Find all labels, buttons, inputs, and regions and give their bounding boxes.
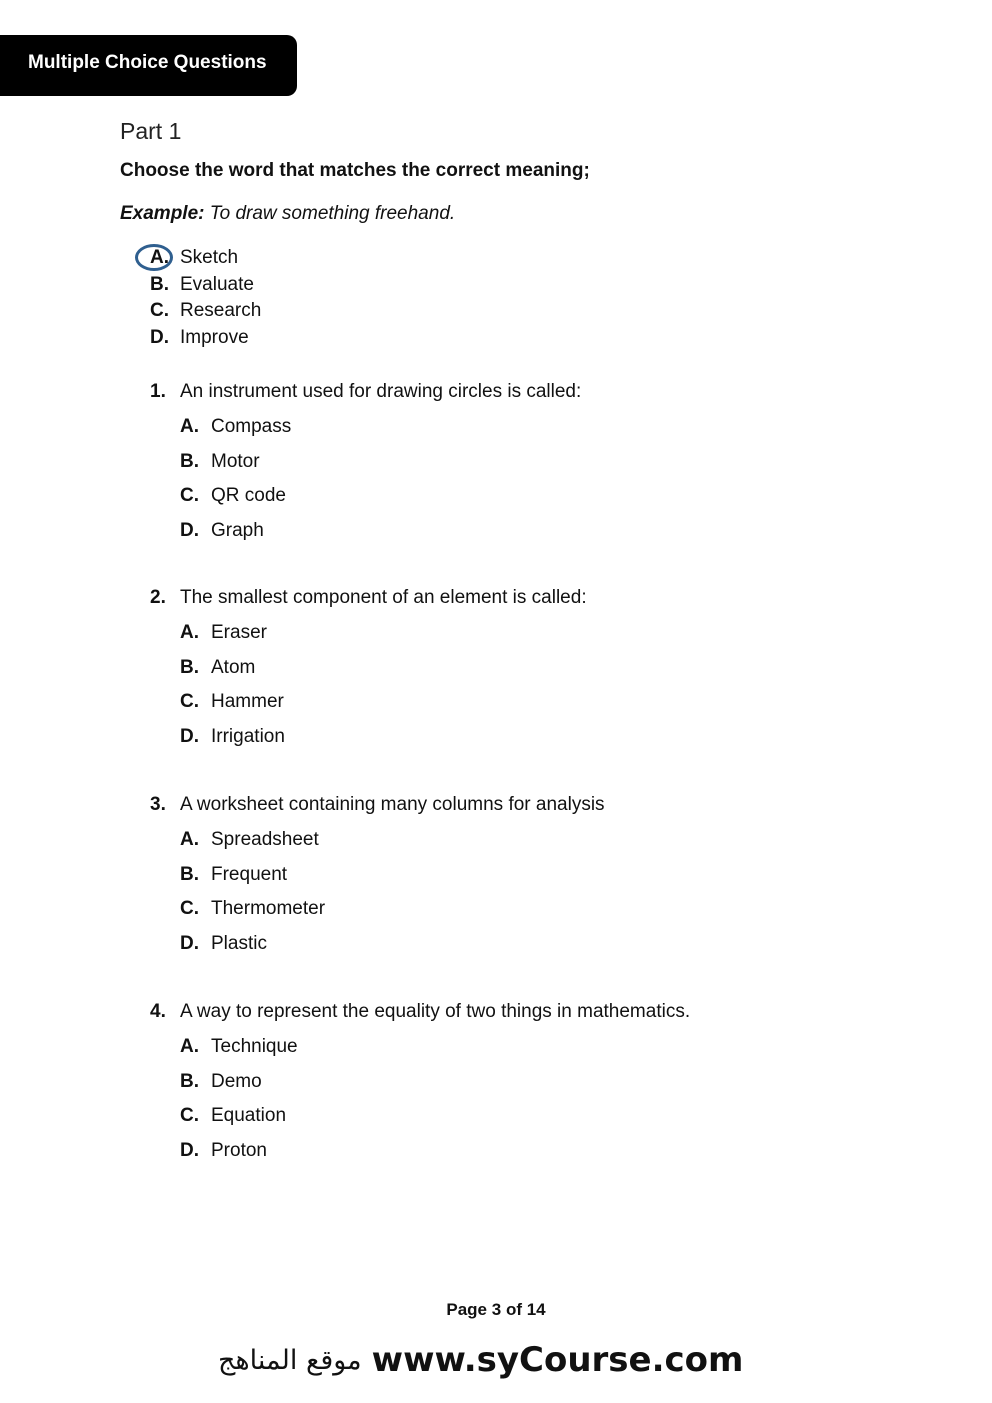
option-letter: A. [180,622,199,643]
example-option[interactable] [150,245,261,272]
example-options [150,245,261,352]
part-title: Part 1 [120,118,182,144]
question-number: 4. [150,1001,166,1022]
answer-option[interactable] [180,514,581,549]
option-text: Motor [211,450,260,472]
option-letter: A. [180,416,199,437]
question-text: The smallest component of an element is called: [180,587,587,608]
question-number: 3. [150,794,166,815]
page-current: 3 [491,1300,502,1319]
option-text: QR code [211,485,286,507]
option-letter: A. [150,247,169,268]
answer-option[interactable] [180,651,587,686]
option-letter: C. [180,898,199,920]
option-text: Demo [211,1070,262,1092]
question-text: An instrument used for drawing circles is called: [180,381,582,402]
option-text: Graph [211,519,264,541]
option-letter: B. [180,450,199,472]
option-text: Evaluate [180,273,254,295]
option-text: Atom [211,656,256,678]
option-letter: C. [180,691,199,713]
option-letter: B. [180,656,199,678]
option-letter: D. [180,519,199,541]
option-text: Technique [211,1036,298,1057]
example-option[interactable] [150,325,261,352]
option-letter: A. [180,1036,199,1057]
answer-option[interactable] [180,616,587,651]
option-letter: D. [180,932,199,954]
option-letter: C. [180,1105,199,1127]
page-of: of [505,1300,522,1319]
site-watermark [218,1340,778,1390]
option-letter: C. [180,485,199,507]
answer-option[interactable] [180,1099,690,1134]
option-text: Frequent [211,863,288,885]
example [120,203,455,225]
option-letter: D. [150,327,169,349]
question-3 [150,793,605,961]
option-text: Improve [180,327,249,349]
answer-option[interactable] [180,479,581,514]
answer-option[interactable] [180,1065,690,1100]
answer-option[interactable] [180,1030,690,1065]
option-text: Eraser [211,622,267,643]
option-letter: B. [180,1070,199,1092]
option-text: Irrigation [211,725,285,747]
answer-option[interactable] [180,1134,690,1169]
answer-option[interactable] [180,823,605,858]
page-total: 14 [526,1300,546,1319]
answer-option[interactable] [180,410,581,445]
option-text: Thermometer [211,898,326,920]
answer-option[interactable] [180,445,581,480]
option-text: Research [180,300,262,322]
option-text: Proton [211,1139,267,1161]
answer-option[interactable] [180,892,605,927]
section-banner: Multiple Choice Questions [0,35,297,96]
option-letter: B. [150,273,169,295]
example-text: To draw something freehand. [209,203,456,224]
question-2 [150,586,587,754]
question-stem [150,793,605,817]
option-letter: B. [180,863,199,885]
answer-option[interactable] [180,720,587,755]
option-letter: D. [180,725,199,747]
example-option[interactable] [150,298,261,325]
answer-option[interactable] [180,927,605,962]
question-4 [150,1000,690,1168]
answer-option[interactable] [180,685,587,720]
question-text: A worksheet containing many columns for analysis [180,794,605,815]
option-text: Equation [211,1105,287,1127]
option-letter: A. [180,829,199,850]
option-text: Compass [211,416,292,437]
option-text: Sketch [180,247,239,268]
option-letter: C. [150,300,169,322]
example-option[interactable] [150,272,261,299]
question-number: 2. [150,587,166,608]
question-text: A way to represent the equality of two things in mathematics. [180,1001,691,1022]
page-label: Page [446,1300,487,1319]
question-stem [150,1000,690,1024]
page-number [0,1300,992,1320]
option-letter: D. [180,1139,199,1161]
option-text: Spreadsheet [211,829,319,850]
instruction-text: Choose the word that matches the correct meaning; [120,160,590,181]
watermark-url: www.syCourse.com [371,1340,744,1380]
example-label: Example: [120,203,205,224]
option-text: Plastic [211,932,267,954]
question-1 [150,380,581,548]
question-stem [150,586,587,610]
watermark-arabic: موقع المناهج [218,1344,362,1376]
option-text: Hammer [211,691,284,713]
question-stem [150,380,581,404]
question-number: 1. [150,381,166,402]
answer-option[interactable] [180,858,605,893]
